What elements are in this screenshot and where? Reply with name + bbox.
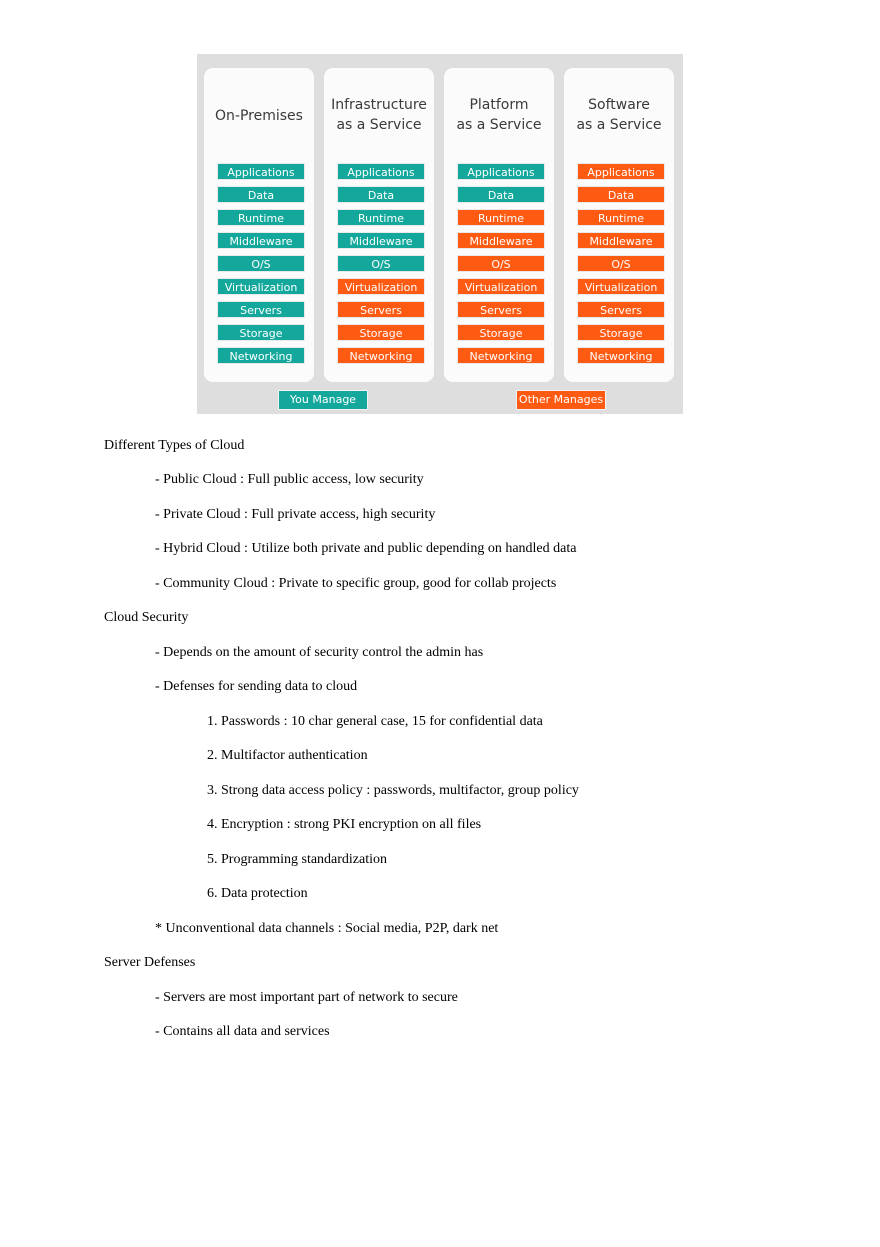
list-item: - Servers are most important part of network to secure bbox=[155, 990, 458, 1005]
layer-storage: Storage bbox=[337, 324, 425, 341]
layer-servers: Servers bbox=[217, 301, 305, 318]
layer-runtime: Runtime bbox=[337, 209, 425, 226]
layer-storage: Storage bbox=[457, 324, 545, 341]
list-item: - Private Cloud : Full private access, high security bbox=[155, 507, 436, 522]
layer-middleware: Middleware bbox=[577, 232, 665, 249]
layer-virtualization: Virtualization bbox=[457, 278, 545, 295]
layer-virtualization: Virtualization bbox=[577, 278, 665, 295]
layer-servers: Servers bbox=[457, 301, 545, 318]
list-item: - Defenses for sending data to cloud bbox=[155, 679, 358, 694]
numbered-item: 2. Multifactor authentication bbox=[207, 748, 368, 763]
heading-server-defenses: Server Defenses bbox=[104, 955, 196, 970]
legend-other-manages: Other Manages bbox=[516, 390, 606, 410]
list-item: - Depends on the amount of security control the admin has bbox=[155, 645, 484, 660]
column-title: Platform as a Service bbox=[456, 97, 542, 133]
layer-runtime: Runtime bbox=[217, 209, 305, 226]
layer-middleware: Middleware bbox=[457, 232, 545, 249]
layer-data: Data bbox=[337, 186, 425, 203]
layer-runtime: Runtime bbox=[577, 209, 665, 226]
column-title: On-Premises bbox=[215, 108, 303, 124]
list-item: - Contains all data and services bbox=[155, 1024, 330, 1039]
column-on-premises bbox=[204, 68, 314, 382]
layer-networking: Networking bbox=[337, 347, 425, 364]
heading-cloud-security: Cloud Security bbox=[104, 610, 189, 625]
layer-networking: Networking bbox=[457, 347, 545, 364]
layer-virtualization: Virtualization bbox=[217, 278, 305, 295]
layer-os: O/S bbox=[577, 255, 665, 272]
numbered-item: 6. Data protection bbox=[207, 886, 308, 901]
layer-virtualization: Virtualization bbox=[337, 278, 425, 295]
layer-servers: Servers bbox=[577, 301, 665, 318]
list-item: - Hybrid Cloud : Utilize both private and public depending on handled data bbox=[155, 541, 577, 556]
layer-middleware: Middleware bbox=[217, 232, 305, 249]
layer-data: Data bbox=[577, 186, 665, 203]
layer-os: O/S bbox=[217, 255, 305, 272]
legend-you-manage: You Manage bbox=[278, 390, 368, 410]
layer-applications: Applications bbox=[337, 163, 425, 180]
numbered-item: 3. Strong data access policy : passwords, multifactor, group policy bbox=[207, 783, 579, 798]
note-item: * Unconventional data channels : Social media, P2P, dark net bbox=[155, 921, 499, 936]
list-item: - Community Cloud : Private to specific group, good for collab projects bbox=[155, 576, 557, 591]
layer-data: Data bbox=[217, 186, 305, 203]
column-title: Infrastructure as a Service bbox=[331, 97, 427, 133]
numbered-item: 5. Programming standardization bbox=[207, 852, 388, 867]
layer-applications: Applications bbox=[577, 163, 665, 180]
heading-types-of-cloud: Different Types of Cloud bbox=[104, 438, 245, 453]
layer-runtime: Runtime bbox=[457, 209, 545, 226]
column-iaas bbox=[324, 68, 434, 382]
layer-networking: Networking bbox=[577, 347, 665, 364]
numbered-item: 1. Passwords : 10 char general case, 15 for confidential data bbox=[207, 714, 543, 729]
layer-applications: Applications bbox=[217, 163, 305, 180]
layer-os: O/S bbox=[457, 255, 545, 272]
layer-storage: Storage bbox=[217, 324, 305, 341]
column-title: Software as a Service bbox=[576, 97, 662, 133]
column-saas bbox=[564, 68, 674, 382]
layer-data: Data bbox=[457, 186, 545, 203]
layer-storage: Storage bbox=[577, 324, 665, 341]
layer-networking: Networking bbox=[217, 347, 305, 364]
layer-servers: Servers bbox=[337, 301, 425, 318]
layer-middleware: Middleware bbox=[337, 232, 425, 249]
list-item: - Public Cloud : Full public access, low security bbox=[155, 472, 424, 487]
layer-applications: Applications bbox=[457, 163, 545, 180]
cloud-service-models-diagram bbox=[197, 54, 683, 414]
column-paas bbox=[444, 68, 554, 382]
layer-os: O/S bbox=[337, 255, 425, 272]
numbered-item: 4. Encryption : strong PKI encryption on all files bbox=[207, 817, 482, 832]
